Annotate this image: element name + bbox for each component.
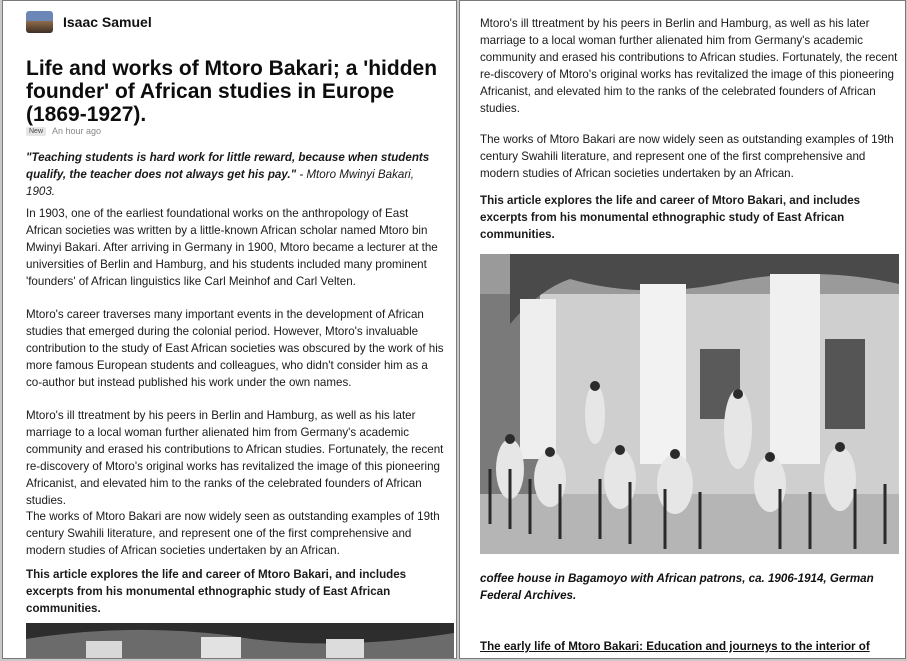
- article-panel-right: [459, 0, 906, 659]
- avatar[interactable]: [26, 11, 53, 33]
- author-row[interactable]: [26, 11, 152, 33]
- quote-text: "Teaching students is hard work for little reward, because when students qualify, the teacher does not always get his pay.": [26, 151, 430, 181]
- paragraph-2: Mtoro's career traverses many important events in the development of African studies that emerged during the colonial period. However, Mtoro's invaluable contribution to the study of East African societies was obscured by the work of his more famous European students and colleagues, who didn't consider him as a co-author but instead published his work under the own names.: [26, 308, 444, 389]
- article-photo-top: [26, 623, 454, 659]
- paragraph-5: This article explores the life and career of Mtoro Bakari, and includes excerpts from his monumental ethnographic study of East African communities.: [26, 568, 407, 615]
- paragraph-5-continued: This article explores the life and career of Mtoro Bakari, and includes excerpts from his monumental ethnographic study of East African communities.: [480, 194, 861, 241]
- photo-caption: coffee house in Bagamoyo with African patrons, ca. 1906-1914, German Federal Archives.: [480, 572, 874, 602]
- article-title: Life and works of Mtoro Bakari; a 'hidden founder' of African studies in Europe (1869-1927).: [26, 57, 438, 126]
- photo-graphic-left: [26, 623, 454, 659]
- new-badge: New: [26, 127, 46, 136]
- paragraph-1: In 1903, one of the earliest foundational works on the anthropology of East African societies was written by a little-known African scholar named Mtoro bin Mwinyi Bakari. After arriving in Germany in 1900, Mtoro became a lecturer at the universities of Berlin and Hamburg, and his students included many prominent 'founders' of African linguistics like Carl Meinhof and Carl Velten.: [26, 207, 438, 288]
- coffee-house-photo: [480, 254, 899, 554]
- author-name[interactable]: Isaac Samuel: [63, 14, 152, 30]
- section-heading-link[interactable]: The early life of Mtoro Bakari: Education and journeys to the interior of: [480, 640, 870, 653]
- photo-graphic-right: [480, 254, 899, 554]
- article-meta: [26, 126, 101, 136]
- article-panel-left: [2, 0, 457, 659]
- paragraph-4-continued: The works of Mtoro Bakari are now widely seen as outstanding examples of 19th century Swahili literature, and represent one of the first comprehensive and modern studies of African societies undertaken by an African.: [480, 133, 894, 180]
- quote-attribution: - Mtoro Mwinyi Bakari, 1903.: [26, 168, 414, 198]
- paragraph-3-continued: Mtoro's ill ttreatment by his peers in Berlin and Hamburg, as well as his later marriage to a local woman further alienated him from Germany's academic community and erased his contributions to African studies. Fortunately, the recent re-discovery of Mtoro's original works has revitalized the image of this pioneering Africanist, and elevated him to the ranks of the celebrated founders of African studies.: [480, 17, 898, 115]
- timestamp: An hour ago: [52, 126, 102, 136]
- paragraph-4: The works of Mtoro Bakari are now widely seen as outstanding examples of 19th century Swahili literature, and represent one of the first comprehensive and modern studies of African societies undertaken by an African.: [26, 510, 440, 557]
- paragraph-3: Mtoro's ill ttreatment by his peers in Berlin and Hamburg, as well as his later marriage to a local woman further alienated him from Germany's academic community and erased his contributions to African studies. Fortunately, the recent re-discovery of Mtoro's original works has revitalized the image of this pioneering Africanist, and elevated him to the ranks of the celebrated founders of African studies.: [26, 409, 444, 507]
- opening-quote: [26, 149, 446, 200]
